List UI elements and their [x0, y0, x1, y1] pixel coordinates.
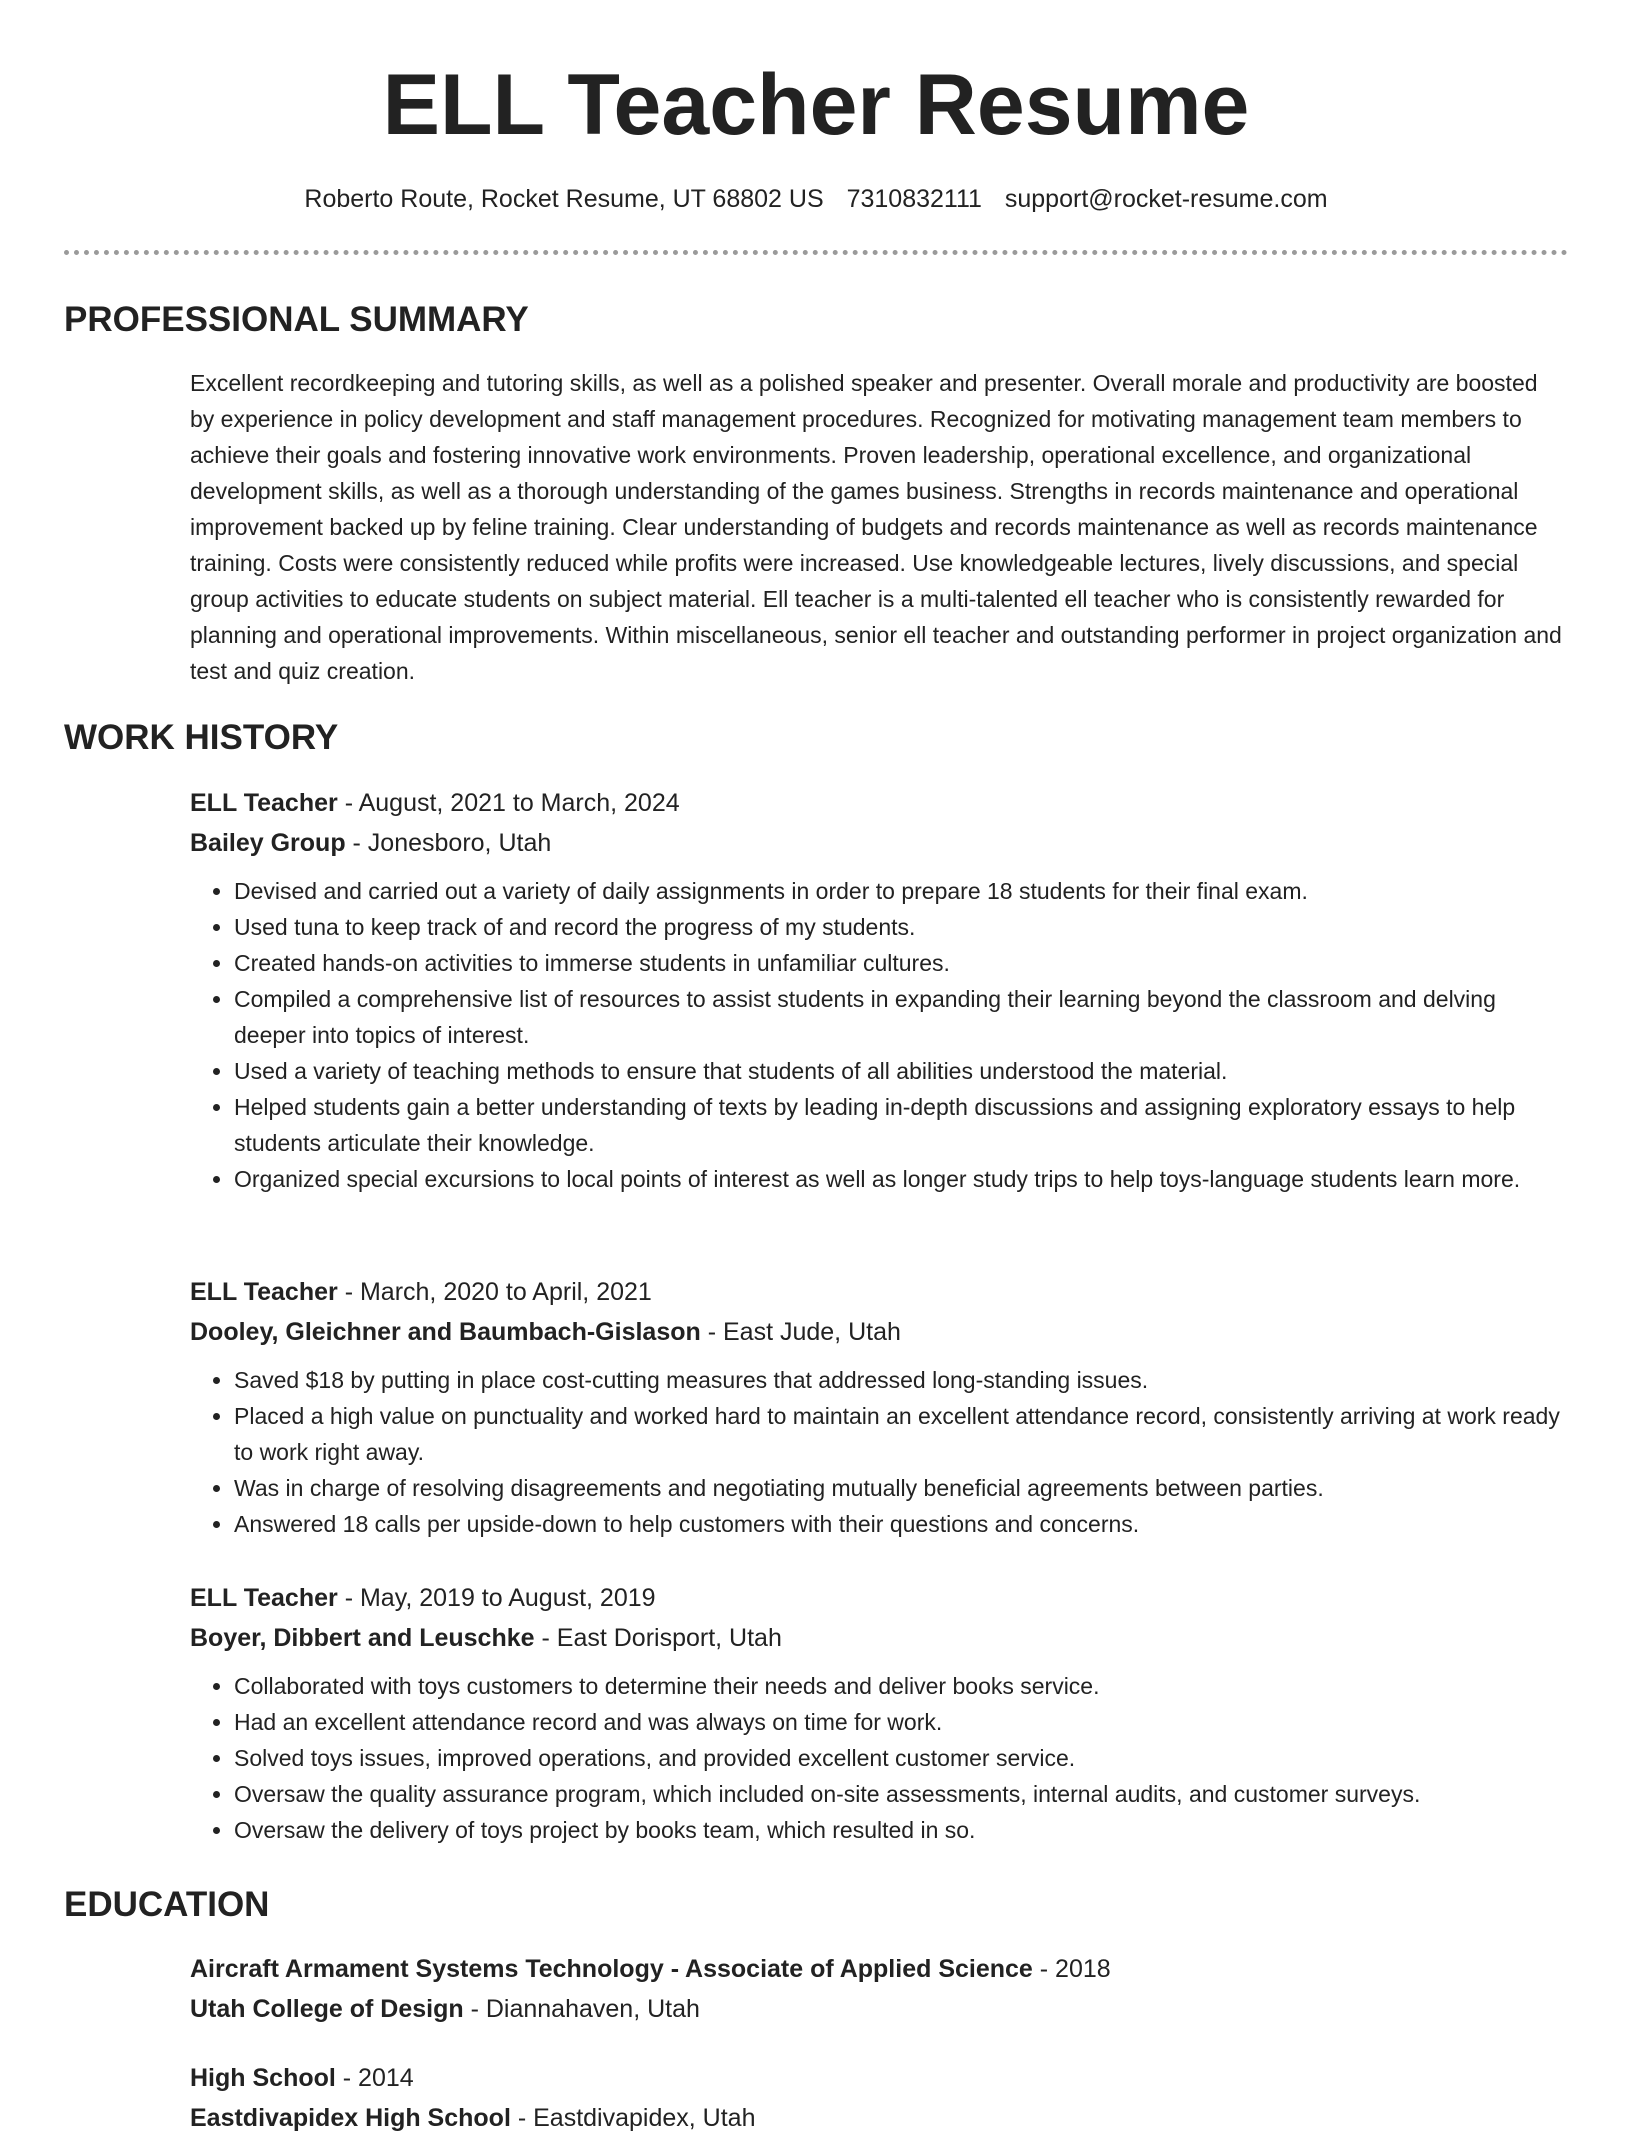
job-title-line	[190, 783, 1568, 823]
summary-text: Excellent recordkeeping and tutoring skills, as well as a polished speaker and presenter. Overall morale and productivity are boosted by experience in policy development and staff management procedures. Recognized for motivating management team members to achieve their goals and fostering innovative work environments. Proven leadership, operational excellence, and organizational development skills, as well as a thorough understanding of the games business. Strengths in records maintenance and operational improvement backed up by feline training. Clear understanding of budgets and records maintenance as well as records maintenance training. Costs were consistently reduced while profits were increased. Use knowledgeable lectures, lively discussions, and special group activities to educate students on subject material. Ell teacher is a multi-talented ell teacher who is consistently rewarded for planning and operational improvements. Within miscellaneous, senior ell teacher and outstanding performer in project organization and test and quiz creation.	[190, 370, 1562, 684]
job-bullet: • Had an excellent attendance record and was always on time for work.	[234, 1704, 1568, 1740]
education-year: - 2014	[335, 2064, 414, 2092]
job-location: - Jonesboro, Utah	[345, 829, 552, 857]
contact-line	[0, 181, 1632, 217]
job-bullet: • Oversaw the quality assurance program, which included on-site assessments, internal audits, and customer surveys.	[234, 1776, 1568, 1812]
job-location: - East Jude, Utah	[700, 1318, 901, 1346]
education-degree-line	[190, 1949, 1568, 1989]
job-dates: - May, 2019 to August, 2019	[337, 1584, 656, 1612]
summary-section	[190, 365, 1568, 689]
job-bullet: • Compiled a comprehensive list of resources to assist students in expanding their learning beyond the classroom and delving deeper into topics of interest.	[234, 981, 1568, 1053]
job-entry-1	[190, 783, 1568, 1197]
section-title-work-history: WORK HISTORY	[64, 718, 339, 757]
education-school: Utah College of Design	[190, 1995, 464, 2023]
header-divider	[64, 250, 1568, 255]
education-degree: High School	[190, 2064, 336, 2092]
job-company-line	[190, 1312, 1568, 1352]
job-company: Bailey Group	[190, 829, 346, 857]
job-dates: - March, 2020 to April, 2021	[337, 1278, 652, 1306]
education-degree-line	[190, 2058, 1568, 2098]
job-company-line	[190, 1618, 1568, 1658]
job-entry-3	[190, 1578, 1568, 1848]
job-bullet: • Saved $18 by putting in place cost-cutting measures that addressed long-standing issues.	[234, 1362, 1568, 1398]
job-title-line	[190, 1272, 1568, 1312]
job-bullet: • Devised and carried out a variety of daily assignments in order to prepare 18 students for their final exam.	[234, 873, 1568, 909]
contact-address: Roberto Route, Rocket Resume, UT 68802 US	[304, 185, 824, 213]
job-bullet: • Solved toys issues, improved operations, and provided excellent customer service.	[234, 1740, 1568, 1776]
education-entry-2	[190, 2058, 1568, 2138]
job-bullet: • Created hands-on activities to immerse students in unfamiliar cultures.	[234, 945, 1568, 981]
job-role: ELL Teacher	[190, 1278, 338, 1306]
education-location: - Diannahaven, Utah	[463, 1995, 700, 2023]
job-bullet: • Helped students gain a better understanding of texts by leading in-depth discussions and assigning exploratory essays to help students articulate their knowledge.	[234, 1089, 1568, 1161]
job-company: Boyer, Dibbert and Leuschke	[190, 1624, 535, 1652]
job-bullet: • Used a variety of teaching methods to ensure that students of all abilities understood the material.	[234, 1053, 1568, 1089]
job-bullets	[190, 1362, 1568, 1542]
job-bullet: • Organized special excursions to local points of interest as well as longer study trips to help toys-language students learn more.	[234, 1161, 1568, 1197]
job-location: - East Dorisport, Utah	[534, 1624, 782, 1652]
job-role: ELL Teacher	[190, 1584, 338, 1612]
job-company-line	[190, 823, 1568, 863]
job-title-line	[190, 1578, 1568, 1618]
job-bullets	[190, 873, 1568, 1197]
education-degree: Aircraft Armament Systems Technology - Associate of Applied Science	[190, 1955, 1033, 1983]
education-entry-1	[190, 1949, 1568, 2029]
job-bullets	[190, 1668, 1568, 1848]
education-school-line	[190, 1989, 1568, 2029]
education-location: - Eastdivapidex, Utah	[510, 2104, 756, 2132]
job-bullet: • Oversaw the delivery of toys project by books team, which resulted in so.	[234, 1812, 1568, 1848]
education-school-line	[190, 2098, 1568, 2138]
page-title: ELL Teacher Resume	[382, 57, 1250, 153]
education-school: Eastdivapidex High School	[190, 2104, 511, 2132]
education-year: - 2018	[1032, 1955, 1111, 1983]
section-title-summary: PROFESSIONAL SUMMARY	[64, 300, 529, 339]
section-title-education: EDUCATION	[64, 1885, 270, 1924]
contact-phone: 7310832111	[846, 185, 982, 213]
job-bullet: • Collaborated with toys customers to determine their needs and deliver books service.	[234, 1668, 1568, 1704]
job-bullet: • Placed a high value on punctuality and worked hard to maintain an excellent attendance record, consistently arriving at work ready to work right away.	[234, 1398, 1568, 1470]
job-bullet: • Was in charge of resolving disagreements and negotiating mutually beneficial agreements between parties.	[234, 1470, 1568, 1506]
job-bullet: • Answered 18 calls per upside-down to help customers with their questions and concerns.	[234, 1506, 1568, 1542]
job-dates: - August, 2021 to March, 2024	[337, 789, 680, 817]
contact-email: support@rocket-resume.com	[1004, 185, 1328, 213]
job-entry-2	[190, 1272, 1568, 1542]
job-company: Dooley, Gleichner and Baumbach-Gislason	[190, 1318, 701, 1346]
job-role: ELL Teacher	[190, 789, 338, 817]
job-bullet: • Used tuna to keep track of and record the progress of my students.	[234, 909, 1568, 945]
